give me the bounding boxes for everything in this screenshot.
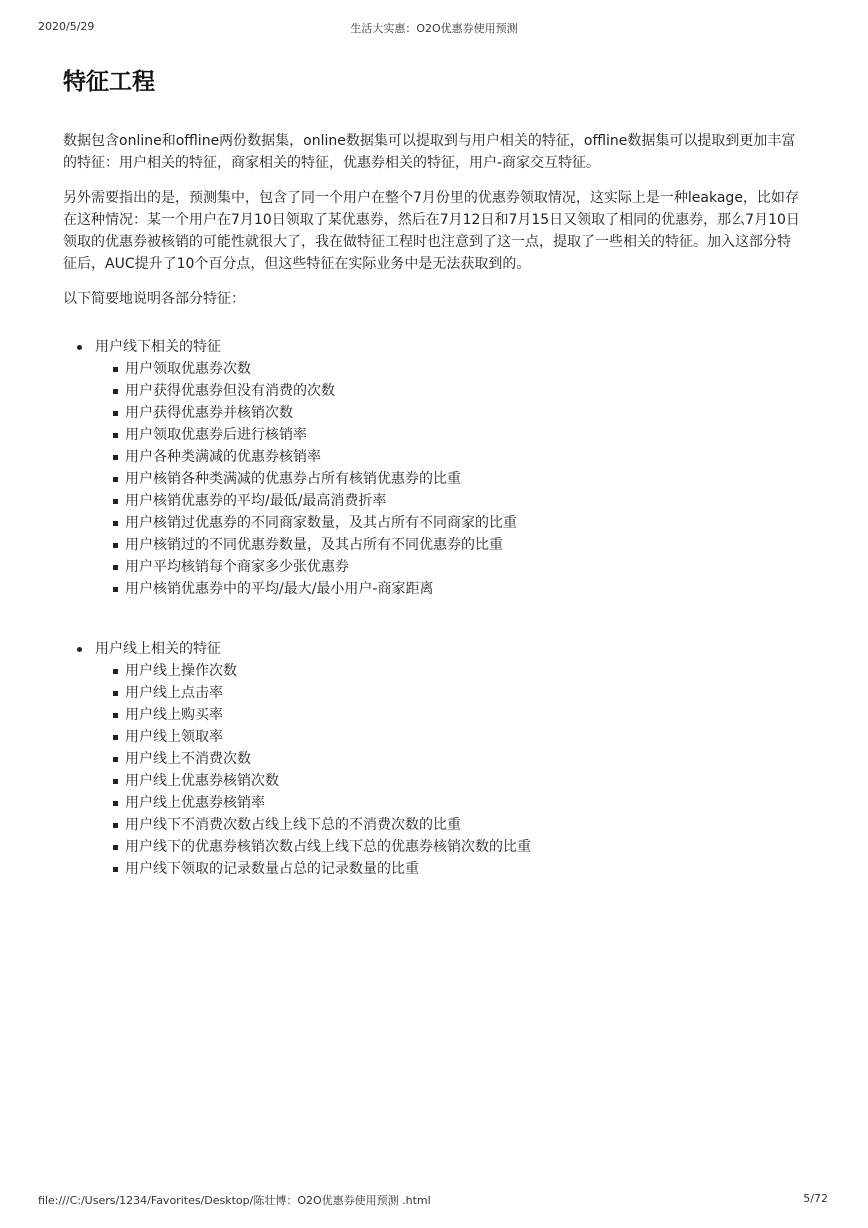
list-item: 用户核销过的不同优惠券数量，及其占所有不同优惠券的比重 bbox=[63, 534, 803, 556]
bullet-square-icon bbox=[113, 477, 118, 482]
list-item: 用户获得优惠券并核销次数 bbox=[63, 402, 803, 424]
bullet-square-icon bbox=[113, 867, 118, 872]
bullet-square-icon bbox=[113, 823, 118, 828]
list-item: 用户线下的优惠券核销次数占线上线下总的优惠券核销次数的比重 bbox=[63, 836, 803, 858]
paragraph-datasets: 数据包含online和offline两份数据集，online数据集可以提取到与用户相关的特征，offline数据集可以提取到更加丰富的特征：用户相关的特征，商家相关的特征，优惠券相关的特征，用户-商家交互特征。 bbox=[63, 133, 796, 171]
bullet-square-icon bbox=[113, 713, 118, 718]
bullet-square-icon bbox=[113, 757, 118, 762]
feature-sublist-offline bbox=[95, 358, 803, 600]
section-heading: 特征工程 bbox=[63, 69, 155, 95]
list-item: 用户线上优惠券核销率 bbox=[63, 792, 803, 814]
bullet-square-icon bbox=[113, 521, 118, 526]
bullet-square-icon bbox=[113, 499, 118, 504]
feature-group-online bbox=[63, 638, 803, 880]
list-item: 用户线上不消费次数 bbox=[63, 748, 803, 770]
list-item: 用户线下领取的记录数量占总的记录数量的比重 bbox=[63, 858, 803, 880]
list-item: 用户核销过优惠券的不同商家数量，及其占所有不同商家的比重 bbox=[63, 512, 803, 534]
list-item: 用户领取优惠券次数 bbox=[63, 358, 803, 380]
bullet-square-icon bbox=[113, 565, 118, 570]
list-item: 用户各种类满减的优惠券核销率 bbox=[63, 446, 803, 468]
paragraph-leakage: 另外需要指出的是，预测集中，包含了同一个用户在整个7月份里的优惠券领取情况，这实际上是一种leakage，比如存在这种情况：某一个用户在7月10日领取了某优惠券，然后在7月12日和7月15日又领取了相同的优惠券，那么7月10日领取的优惠券被核销的可能性就很大了，我在做特征工程时也注意到了这一点，提取了一些相关的特征。加入这部分特征后，AUC提升了10个百分点，但这些特征在实际业务中是无法获取到的。 bbox=[63, 190, 800, 272]
bullet-square-icon bbox=[113, 587, 118, 592]
list-item: 用户线上点击率 bbox=[63, 682, 803, 704]
list-item: 用户线上操作次数 bbox=[63, 660, 803, 682]
list-item: 用户核销各种类满减的优惠券占所有核销优惠券的比重 bbox=[63, 468, 803, 490]
bullet-square-icon bbox=[113, 433, 118, 438]
print-page-number: 5/72 bbox=[803, 1192, 828, 1205]
bullet-square-icon bbox=[113, 845, 118, 850]
article-body bbox=[63, 64, 803, 880]
bullet-dot-icon bbox=[77, 345, 82, 350]
bullet-square-icon bbox=[113, 691, 118, 696]
paragraph-intro-list: 以下简要地说明各部分特征： bbox=[63, 291, 245, 307]
list-item: 用户核销优惠券的平均/最低/最高消费折率 bbox=[63, 490, 803, 512]
list-item: 用户核销优惠券中的平均/最大/最小用户-商家距离 bbox=[63, 578, 803, 600]
bullet-square-icon bbox=[113, 543, 118, 548]
bullet-square-icon bbox=[113, 411, 118, 416]
list-item: 用户获得优惠券但没有消费的次数 bbox=[63, 380, 803, 402]
list-item: 用户线上购买率 bbox=[63, 704, 803, 726]
list-item: 用户平均核销每个商家多少张优惠券 bbox=[63, 556, 803, 578]
print-file-path: file:///C:/Users/1234/Favorites/Desktop/陈壮博：O2O优惠券使用预测 .html bbox=[38, 1194, 431, 1207]
bullet-dot-icon bbox=[77, 647, 82, 652]
feature-group-list bbox=[63, 336, 803, 880]
print-page-title: 生活大实惠：O2O优惠券使用预测 bbox=[350, 22, 518, 35]
bullet-square-icon bbox=[113, 669, 118, 674]
list-item: 用户领取优惠券后进行核销率 bbox=[63, 424, 803, 446]
bullet-square-icon bbox=[113, 455, 118, 460]
feature-group-offline bbox=[63, 336, 803, 600]
feature-group-label: 用户线上相关的特征 bbox=[95, 641, 221, 657]
list-item: 用户线下不消费次数占线上线下总的不消费次数的比重 bbox=[63, 814, 803, 836]
list-item: 用户线上领取率 bbox=[63, 726, 803, 748]
bullet-square-icon bbox=[113, 801, 118, 806]
bullet-square-icon bbox=[113, 779, 118, 784]
feature-sublist-online bbox=[95, 660, 803, 880]
bullet-square-icon bbox=[113, 735, 118, 740]
feature-group-label: 用户线下相关的特征 bbox=[95, 339, 221, 355]
print-date: 2020/5/29 bbox=[38, 20, 95, 33]
bullet-square-icon bbox=[113, 389, 118, 394]
list-item: 用户线上优惠券核销次数 bbox=[63, 770, 803, 792]
bullet-square-icon bbox=[113, 367, 118, 372]
